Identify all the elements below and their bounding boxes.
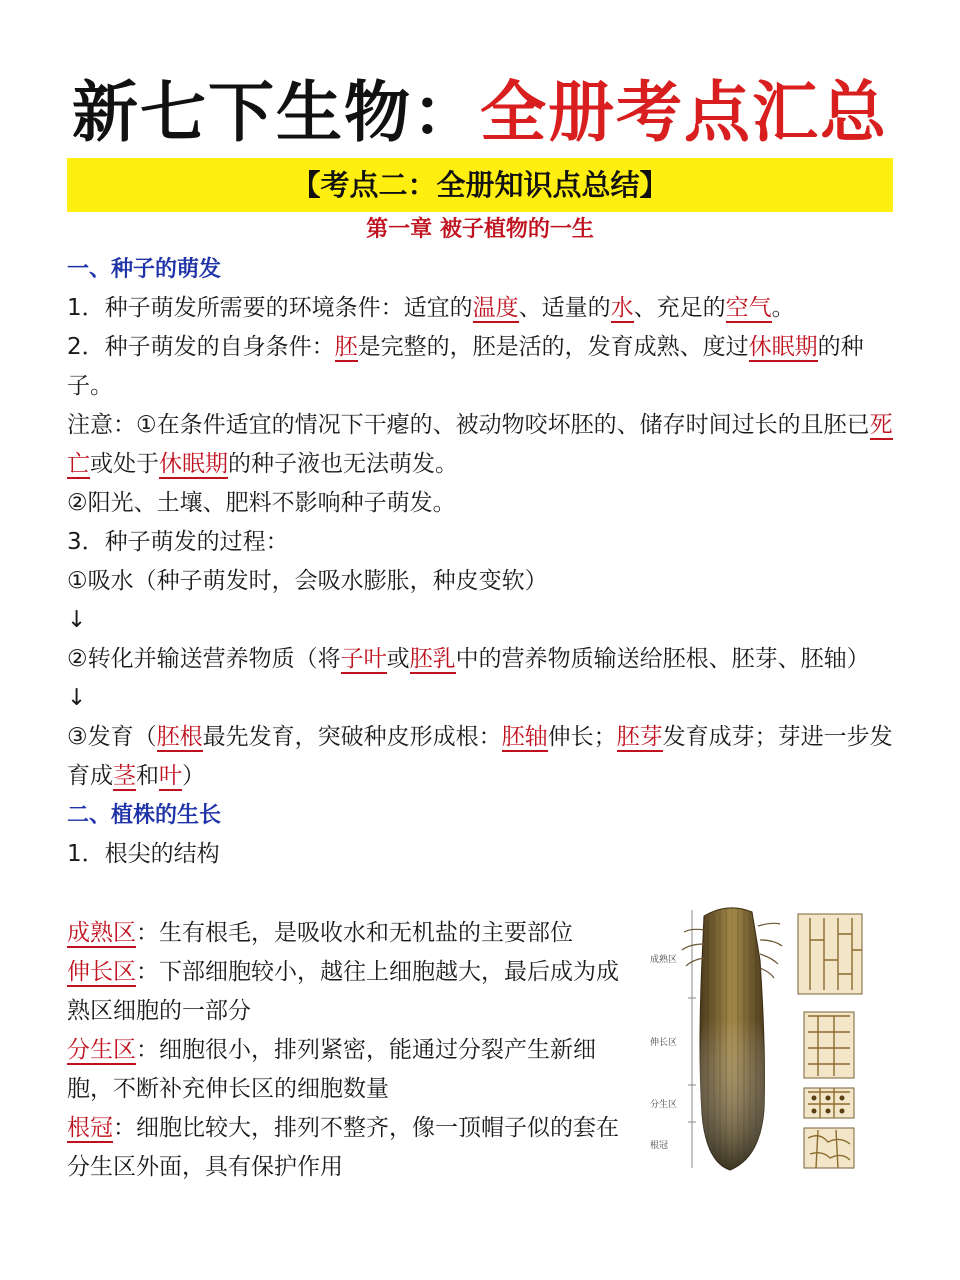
text: 的种子液也无法萌发。	[228, 451, 458, 477]
line-8	[67, 718, 897, 796]
keyword: 子叶	[340, 646, 387, 672]
text: ）	[182, 763, 205, 789]
text: 或处于	[90, 451, 159, 477]
section-banner: 【考点二：全册知识点总结】	[67, 158, 893, 212]
keyword: 水	[610, 295, 634, 321]
line-6: ①吸水（种子萌发时，会吸水膨胀，种皮变软）	[67, 568, 548, 594]
section-heading-2: 二、植株的生长	[67, 803, 222, 828]
line-3	[67, 406, 897, 484]
root-zone-elongation	[67, 953, 637, 1031]
text: 的种子。	[67, 334, 864, 399]
text: 。	[771, 295, 795, 321]
text: ③发育（	[67, 724, 157, 750]
text: 最先发育，突破种皮形成根：	[202, 724, 502, 750]
main-content	[67, 250, 897, 874]
keyword: 茎	[113, 763, 136, 789]
label-cap: 根冠	[650, 1141, 669, 1151]
keyword: 根冠	[67, 1115, 113, 1141]
text: 或	[386, 646, 410, 672]
keyword: 胚根	[156, 724, 203, 750]
arrow-2: ↓	[67, 685, 87, 711]
text: 和	[136, 763, 159, 789]
keyword: 休眠期	[159, 451, 228, 477]
root-tip-illustration	[648, 900, 868, 1180]
keyword: 分生区	[67, 1037, 136, 1063]
text: 、适量的	[518, 295, 611, 321]
line-2	[67, 328, 897, 406]
text: ：细胞很小，排列紧密，能通过分裂产生新细胞，不断补充伸长区的细胞数量	[67, 1037, 596, 1102]
title-part-1: 新七下生物：	[72, 73, 480, 151]
keyword: 休眠期	[748, 334, 818, 360]
text: ：细胞比较大，排列不整齐，像一顶帽子似的套在分生区外面，具有保护作用	[67, 1115, 619, 1180]
label-meristem: 分生区	[650, 1100, 678, 1110]
section-heading-1: 一、种子的萌发	[67, 257, 222, 282]
text: ：下部细胞较小，越往上细胞越大，最后成为成熟区细胞的一部分	[67, 959, 619, 1024]
text: ②转化并输送营养物质（将	[67, 646, 341, 672]
keyword: 叶	[159, 763, 182, 789]
text: 2．种子萌发的自身条件：	[67, 334, 335, 360]
text: ：生有根毛，是吸收水和无机盐的主要部位	[136, 920, 573, 946]
chapter-heading: 第一章 被子植物的一生	[366, 217, 594, 242]
text: 中的营养物质输送给胚根、胚芽、胚轴）	[455, 646, 870, 672]
root-zone-maturation	[67, 914, 637, 953]
text: 发育成芽；芽进一步发育成	[67, 724, 893, 789]
root-tip-descriptions	[67, 914, 637, 1187]
page-title	[0, 72, 960, 152]
keyword: 伸长区	[67, 959, 136, 985]
arrow-1: ↓	[67, 607, 87, 633]
keyword: 死亡	[67, 412, 893, 477]
root-zone-meristem	[67, 1031, 637, 1109]
text: 、充足的	[633, 295, 726, 321]
label-elongation: 伸长区	[650, 1038, 678, 1048]
text: 1．种子萌发所需要的环境条件：适宜的	[67, 295, 473, 321]
text: 是完整的，胚是活的，发育成熟、度过	[357, 334, 749, 360]
label-maturation: 成熟区	[650, 955, 678, 965]
line-4: ②阳光、土壤、肥料不影响种子萌发。	[67, 490, 456, 516]
title-part-2: 全册考点汇总	[480, 73, 888, 151]
line-1	[67, 289, 897, 328]
keyword: 成熟区	[67, 920, 136, 946]
root-zone-cap	[67, 1109, 637, 1187]
keyword: 胚轴	[501, 724, 548, 750]
keyword: 胚芽	[616, 724, 663, 750]
line-7	[67, 640, 897, 679]
text: 伸长；	[547, 724, 617, 750]
keyword: 温度	[472, 295, 519, 321]
keyword: 胚	[334, 334, 358, 360]
text: 注意：①在条件适宜的情况下干瘪的、被动物咬坏胚的、储存时间过长的且胚已	[67, 412, 870, 438]
keyword: 胚乳	[409, 646, 456, 672]
line-5: 3．种子萌发的过程：	[67, 529, 289, 555]
keyword: 空气	[725, 295, 772, 321]
line-9: 1．根尖的结构	[67, 841, 220, 867]
